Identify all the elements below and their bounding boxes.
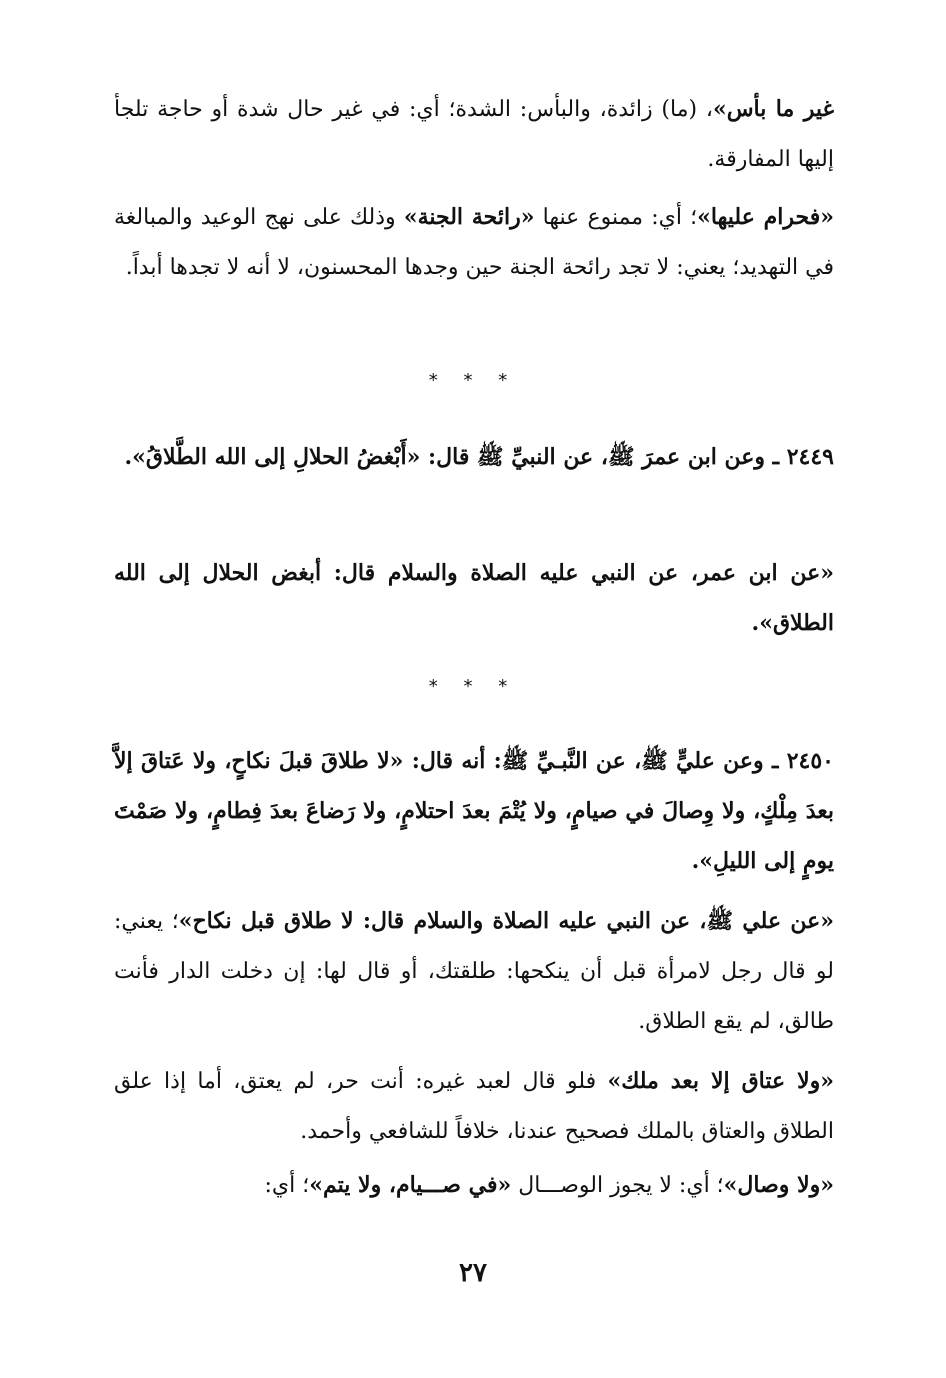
- hadith-2449-text: ٢٤٤٩ ـ وعن ابن عمرَ ﷺ، عن النبيِّ ﷺ قال: «أَبْغضُ الحلالِ إلى الله الطَّلاقُ».: [124, 444, 834, 470]
- commentary-2-lead: «فحرام عليها»: [697, 204, 834, 230]
- commentary-6-mid: «في صـــيام، ولا يتم»: [309, 1172, 512, 1198]
- commentary-4-lead: «عن علي ﷺ، عن النبي عليه الصلاة والسلام قال: لا طلاق قبل نكاح»: [178, 908, 834, 934]
- commentary-6-part-2: ؛ أي:: [264, 1173, 310, 1198]
- commentary-3-text: «عن ابن عمر، عن النبي عليه الصلاة والسلام قال: أبغض الحلال إلى الله الطلاق».: [114, 560, 834, 636]
- commentary-5-text: فلو قال لعبد غيره: أنت حر، لم يعتق، أما إذا علق الطلاق والعتاق بالملك فصحيح عندنا، خلافاً للشافعي وأحمد.: [114, 1069, 834, 1144]
- commentary-6-part-1: ؛ أي: لا يجوز الوصـــال: [511, 1173, 724, 1198]
- hadith-2450-paragraph: [114, 736, 834, 886]
- hadith-2449-paragraph: [114, 432, 834, 482]
- section-separator-2: * * *: [428, 676, 518, 697]
- section-separator-1: * * *: [428, 370, 518, 391]
- commentary-paragraph-6: [114, 1160, 834, 1211]
- commentary-paragraph-2: [114, 192, 834, 293]
- commentary-6-lead: «ولا وصال»: [723, 1172, 834, 1198]
- commentary-2-part-2: وذلك على نهج الوعيد والمبالغة في التهديد؛ يعني: لا تجد رائحة الجنة حين وجدها المحسنون، لا أنه لا تجدها أبداً.: [114, 205, 834, 280]
- commentary-paragraph-4: [114, 896, 834, 1047]
- commentary-5-lead: «ولا عتاق إلا بعد ملك»: [607, 1068, 834, 1094]
- commentary-2-part-1: ؛ أي: ممنوع عنها: [534, 205, 698, 230]
- page-number: ٢٧: [459, 1258, 487, 1288]
- commentary-paragraph-3: [114, 548, 834, 648]
- hadith-2450-text: ٢٤٥٠ ـ وعن عليٍّ ﷺ، عن النَّبـيِّ ﷺ: أنه قال: «لا طلاقَ قبلَ نكاحٍ، ولا عَتاقَ إلاَّ بعدَ مِلْكٍ، ولا وِصالَ في صيامٍ، ولا يُتْمَ بعدَ احتلامٍ، ولا رَضاعَ بعدَ فِطامٍ، ولا صَمْتَ يومٍ إلى الليلِ».: [114, 748, 834, 874]
- commentary-paragraph-5: [114, 1056, 834, 1157]
- commentary-2-mid: «رائحة الجنة»: [403, 204, 535, 230]
- commentary-1-text: ، (ما) زائدة، والبأس: الشدة؛ أي: في غير حال شدة أو حاجة تلجأ إليها المفارقة.: [114, 97, 834, 172]
- commentary-4-text: ؛ يعني: لو قال رجل لامرأة قبل أن ينكحها: طلقتك، أو قال لها: إن دخلت الدار فأنت طالق، لم يقع الطلاق.: [114, 909, 834, 1034]
- commentary-paragraph-1: [114, 84, 834, 185]
- commentary-1-lead: غير ما بأس»: [712, 96, 834, 122]
